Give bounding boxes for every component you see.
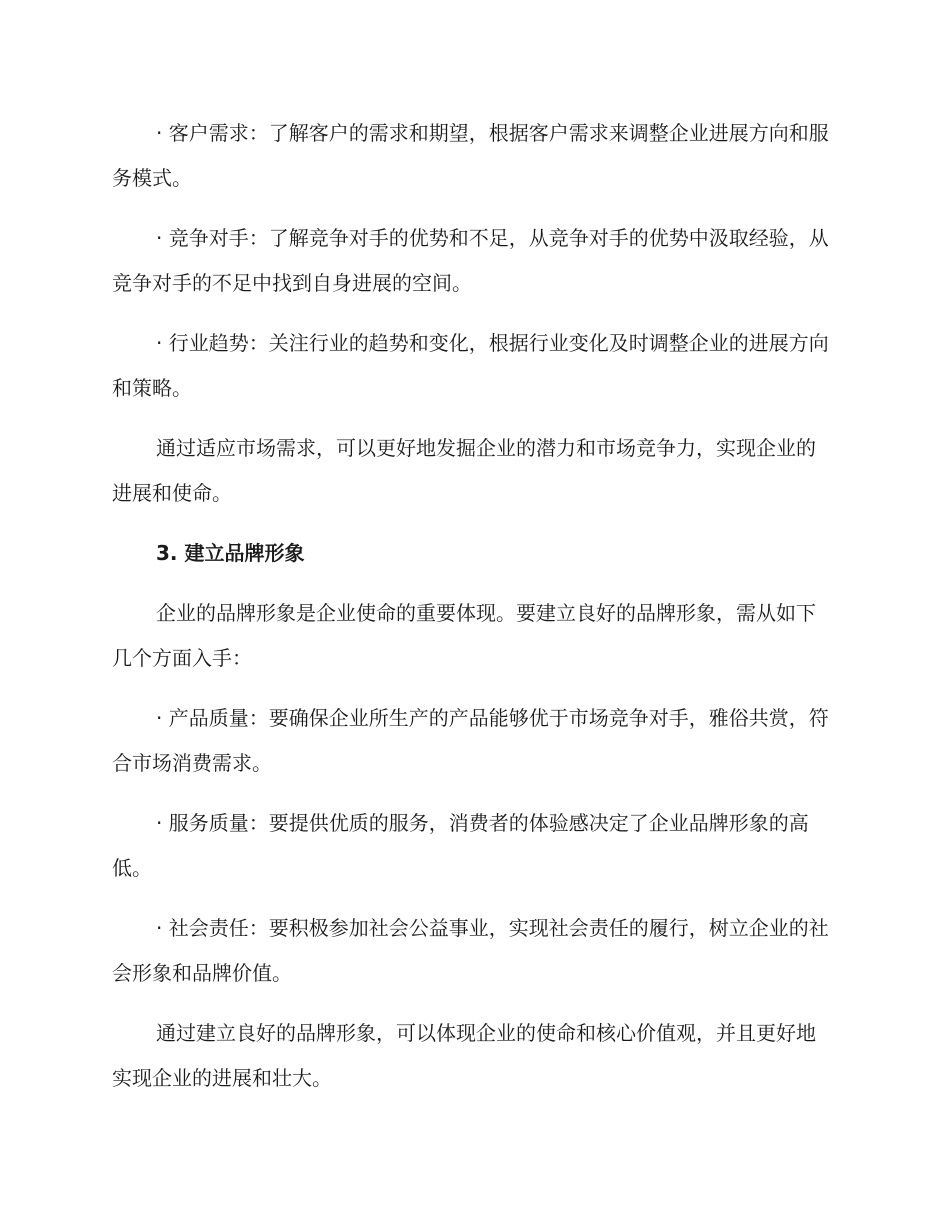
summary-market-paragraph: 通过适应市场需求，可以更好地发掘企业的潜力和市场竞争力，实现企业的进展和使命。: [112, 436, 816, 505]
brand-intro-paragraph: 企业的品牌形象是企业使命的重要体现。要建立良好的品牌形象，需从如下几个方面入手：: [112, 601, 816, 670]
summary-brand-paragraph: 通过建立良好的品牌形象，可以体现企业的使命和核心价值观，并且更好地实现企业的进展和壮大。: [112, 1021, 816, 1090]
document-body: [112, 111, 834, 1116]
bullet-customer-needs: · 客户需求：了解客户的需求和期望，根据客户需求来调整企业进展方向和服务模式。: [112, 121, 829, 190]
bullet-social-responsibility: · 社会责任：要积极参加社会公益事业，实现社会责任的履行，树立企业的社会形象和品牌价值。: [112, 916, 829, 985]
bullet-service-quality: · 服务质量：要提供优质的服务，消费者的体验感决定了企业品牌形象的高低。: [112, 811, 809, 880]
bullet-product-quality: · 产品质量：要确保企业所生产的产品能够优于市场竞争对手，雅俗共赏，符合市场消费需求。: [112, 706, 829, 775]
section-heading: 3. 建立品牌形象: [156, 541, 305, 565]
bullet-competitors: · 竞争对手：了解竞争对手的优势和不足，从竞争对手的优势中汲取经验，从竞争对手的不足中找到自身进展的空间。: [112, 226, 829, 295]
bullet-industry-trends: · 行业趋势：关注行业的趋势和变化，根据行业变化及时调整企业的进展方向和策略。: [112, 331, 829, 400]
